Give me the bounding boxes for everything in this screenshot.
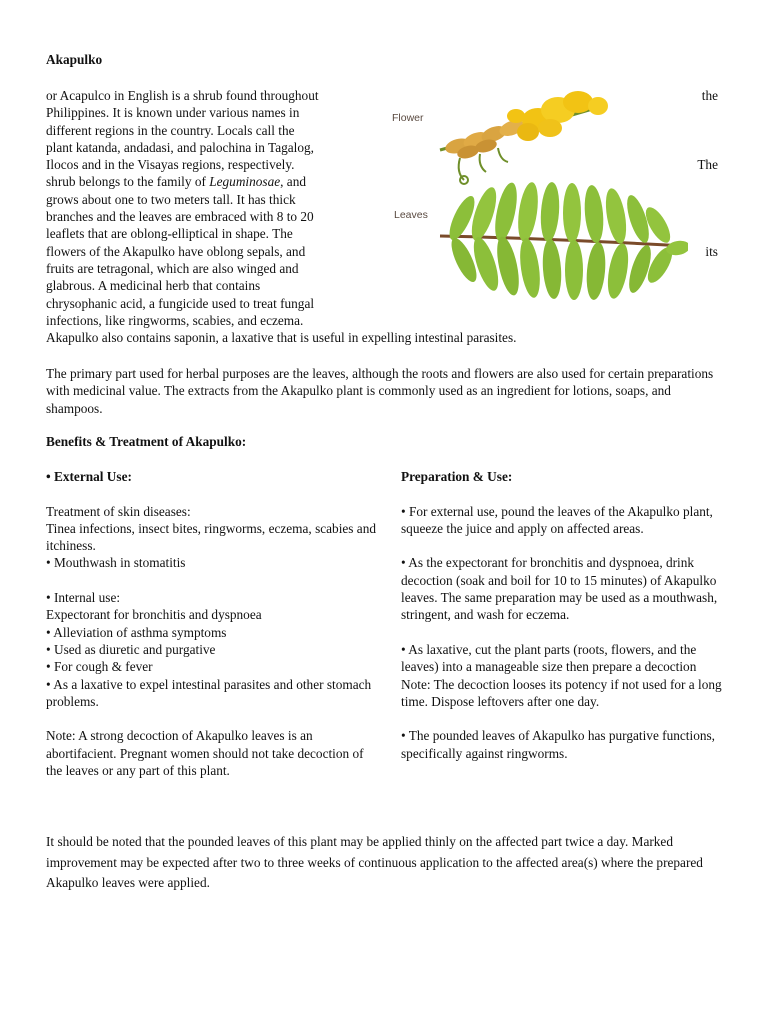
family-name: Leguminosae	[209, 174, 281, 190]
list-item: • As a laxative to expel intestinal parasites and other stomach problems.	[46, 676, 372, 709]
intro-line: fruits are tetragonal, which are also winged and	[46, 260, 299, 276]
list-item: • Used as diuretic and purgative	[46, 641, 216, 657]
list-item: • Alleviation of asthma symptoms	[46, 624, 227, 640]
intro-line: branches and the leaves are embraced with 8 to 20	[46, 209, 314, 225]
flower-spike	[440, 91, 608, 184]
skin-diseases-heading: Treatment of skin diseases:	[46, 503, 191, 519]
intro-line: glabrous. A medicinal herb that contains	[46, 278, 261, 294]
intro-line: different regions in the country. Locals call the	[46, 122, 295, 138]
external-use-heading: • External Use:	[46, 469, 132, 484]
external-use-column	[46, 468, 376, 779]
intro-line: Akapulko also contains saponin, a laxative that is useful in expelling intestinal parasites.	[46, 330, 517, 346]
intro-line: plant katanda, andadasi, and palochina in Tagalog,	[46, 139, 314, 155]
preparation-item: • For external use, pound the leaves of the Akapulko plant, squeeze the juice and apply on affected areas.	[401, 503, 713, 536]
skin-diseases-list: Tinea infections, insect bites, ringworms, eczema, scabies and itchiness.	[46, 520, 376, 554]
preparation-column	[401, 468, 726, 762]
preparation-item: • As the expectorant for bronchitis and dyspnoea, drink decoction (soak and boil for 10 to 15 minutes) of Akapulko leaves. The same preparation may be used as a mouthwash, stringent, and wash for eczema.	[401, 555, 718, 623]
intro-line: or Acapulco in English is a shrub found throughout the	[46, 88, 718, 103]
document-title: Akapulko	[46, 52, 103, 67]
preparation-item: • As laxative, cut the plant parts (roots, flowers, and the leaves) into a manageable size then prepare a decoction Note: The decoction looses its potency if not used for a long time. Dispose leftovers after one day.	[401, 641, 722, 709]
leaves-label: Leaves	[394, 209, 428, 221]
intro-line: chrysophanic acid, a fungicide used to treat fungal	[46, 295, 315, 311]
intro-line: shrub belongs to the family of Leguminosae, and	[46, 174, 307, 190]
warning-note: Note: A strong decoction of Akapulko leaves is an abortifacient. Pregnant women should not take decoction of the leaves or any part of this plant.	[46, 728, 364, 779]
internal-use-heading: • Internal use:	[46, 590, 121, 606]
intro-line: infections, like ringworms, scabies, and eczema.	[46, 312, 304, 328]
list-item: Expectorant for bronchitis and dyspnoea	[46, 607, 262, 623]
intro-line: leaflets that are oblong-elliptical in shape. The	[46, 226, 293, 242]
benefits-heading: Benefits & Treatment of Akapulko:	[46, 434, 247, 449]
flower-label: Flower	[392, 112, 424, 124]
intro-line: grows about one to two meters tall. It has thick	[46, 191, 296, 207]
list-item: • Mouthwash in stomatitis	[46, 555, 186, 571]
intro-line: flowers of the Akapulko have oblong sepals, and its	[46, 243, 718, 259]
plant-drawing	[388, 88, 688, 320]
intro-line: Ilocos and in the Visayas regions, respectively. The	[46, 157, 718, 173]
akapulko-illustration	[388, 88, 688, 320]
preparation-item: • The pounded leaves of Akapulko has purgative functions, specifically against ringworms.	[401, 728, 715, 761]
closing-paragraph: It should be noted that the pounded leaves of this plant may be applied thinly on the affected part twice a day. Marked improvement may be expected after two to three weeks of continuous application to the affected area(s) where the prepared Akapulko leaves were applied.	[46, 834, 703, 890]
list-item: • For cough & fever	[46, 659, 153, 675]
compound-leaf	[440, 181, 688, 301]
preparation-heading: Preparation & Use:	[401, 469, 513, 484]
intro-line: Philippines. It is known under various names in	[46, 105, 300, 121]
uses-paragraph: The primary part used for herbal purposes are the leaves, although the roots and flowers are also used for certain preparations with medicinal value. The extracts from the Akapulko plant is commonly used as an ingredient for lotions, soaps, and shampoos.	[46, 366, 714, 416]
